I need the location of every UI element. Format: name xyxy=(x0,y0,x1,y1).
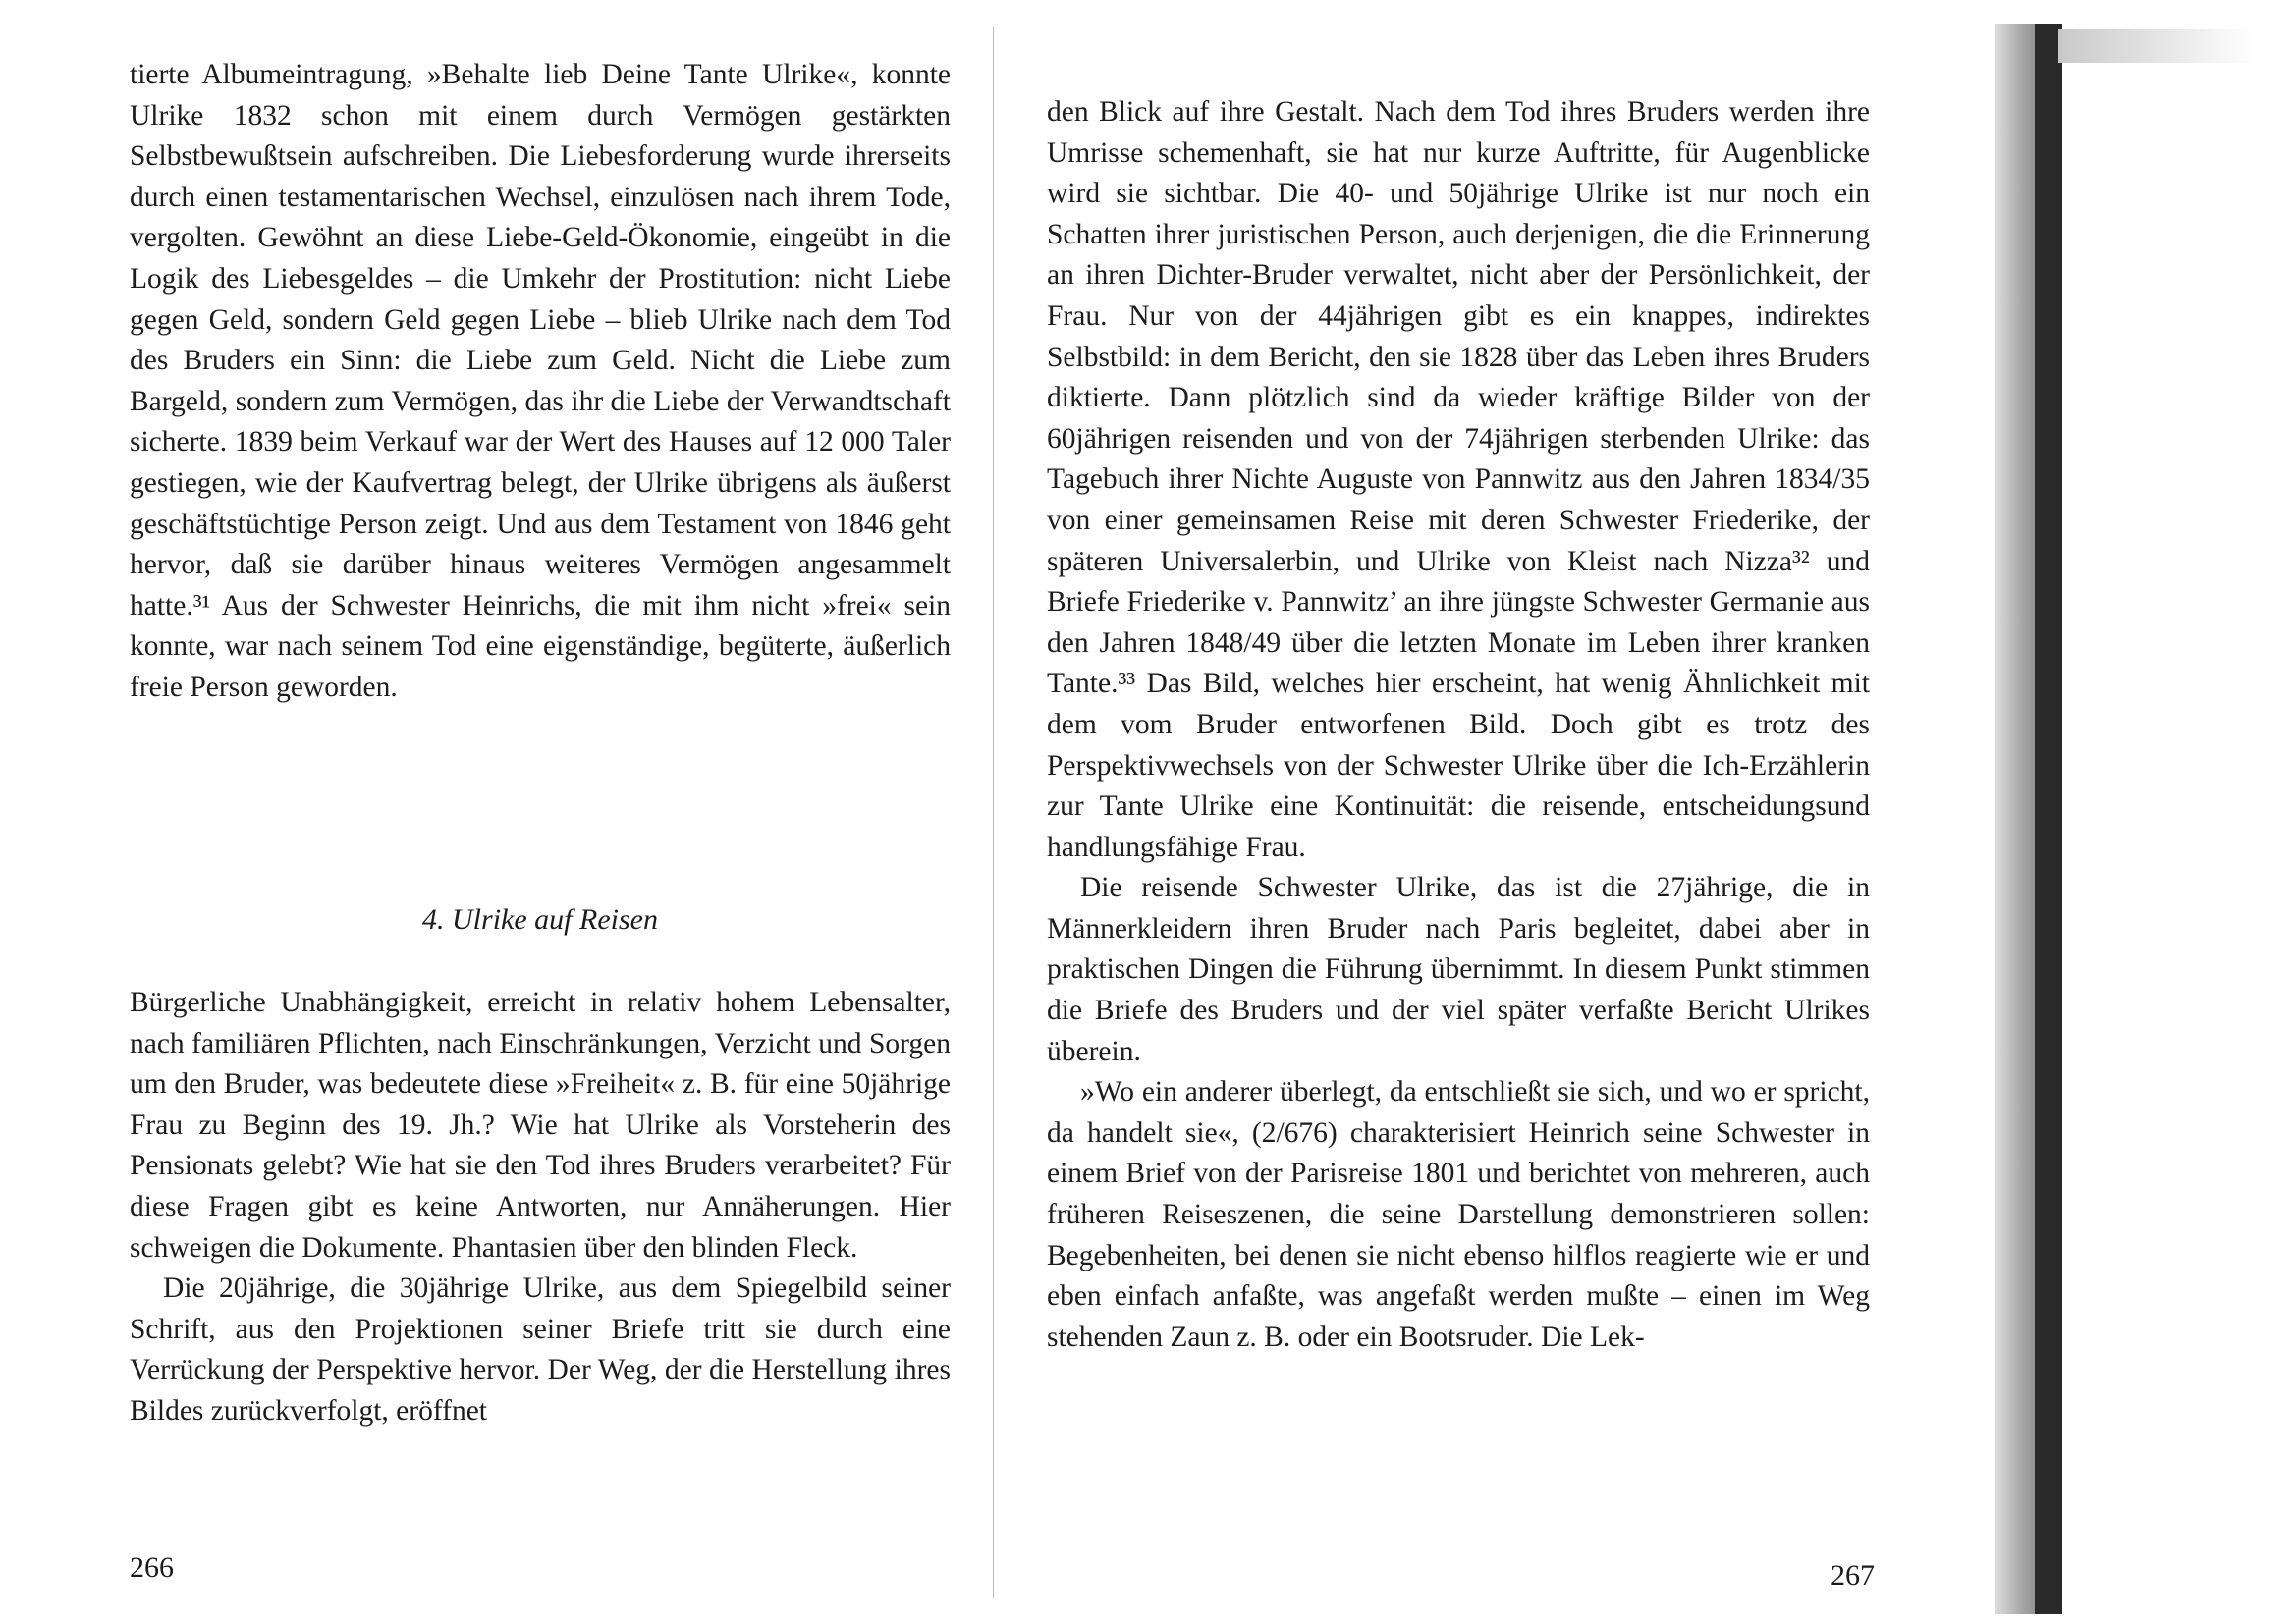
left-paragraph-1: tierte Albumeintragung, »Behalte lieb Deine Tante Ulrike«, konnte Ulrike 1832 schon mit einem durch Vermögen gestärkten Selbstbewußtsein aufschreiben. Die Liebesforderung wurde ihrerseits durch einen testamentarischen Wechsel, einzulösen nach ihrem Tode, vergolten. Gewöhnt an diese Liebe-Geld-Ökonomie, eingeübt in die Logik des Liebesgeldes – die Umkehr der Prostitution: nicht Liebe gegen Geld, sondern Geld gegen Liebe – blieb Ulrike nach dem Tod des Bruders ein Sinn: die Liebe zum Geld. Nicht die Liebe zum Bargeld, sondern zum Vermögen, das ihr die Liebe der Verwandtschaft sicherte. 1839 beim Verkauf war der Wert des Hauses auf 12 000 Taler gestiegen, wie der Kaufvertrag belegt, der Ulrike übrigens als äußerst geschäftstüchtige Person zeigt. Und aus dem Testament von 1846 geht hervor, daß sie darüber hinaus weiteres Vermögen angesammelt hatte.³¹ Aus der Schwester Heinrichs, die mit ihm nicht »frei« sein konnte, war nach seinem Tod eine eigenständige, begüterte, äußerlich freie Person geworden. xyxy=(130,59,951,703)
right-paragraph-1: den Blick auf ihre Gestalt. Nach dem Tod ihres Bruders werden ihre Umrisse schemenhaft, sie hat nur kurze Auftritte, für Augenblicke wird sie sichtbar. Die 40- und 50jährige Ulrike ist nur noch ein Schatten ihrer juristischen Person, auch derjenigen, die die Erinnerung an ihren Dichter-Bruder verwaltet, nicht aber der Persönlichkeit, der Frau. Nur von der 44jährigen gibt es ein knappes, indirektes Selbstbild: in dem Bericht, den sie 1828 über das Leben ihres Bruders diktierte. Dann plötzlich sind da wieder kräftige Bilder von der 60jährigen reisenden und von der 74jährigen sterbenden Ulrike: das Tagebuch ihrer Nichte Auguste von Pannwitz aus den Jahren 1834/35 von einer gemeinsamen Reise mit deren Schwester Friederike, der späteren Universalerbin, und Ulrike von Kleist nach Nizza³² und Briefe Friederike v. Pannwitz’ an ihre jüngste Schwester Germanie aus den Jahren 1848/49 über die letzten Monate im Leben ihrer kranken Tante.³³ Das Bild, welches hier erscheint, hat wenig Ähnlichkeit mit dem vom Bruder entworfenen Bild. Doch gibt es trotz des Perspektivwechsels von der Schwester Ulrike über die Ich-Erzählerin zur Tante Ulrike eine Kontinuität: die reisende, entscheidungsund handlungsfähige Frau. xyxy=(1047,96,1870,863)
right-paragraph-3: »Wo ein anderer überlegt, da entschließt sie sich, und wo er spricht, da handelt sie«, (2/676) charakterisiert Heinrich seine Schwester in einem Brief von der Parisreise 1801 und berichtet von mehreren, auch früheren Reiseszenen, die seine Darstellung demonstrieren sollen: Begebenheiten, bei denen sie nicht ebenso hilflos reagierte wie er und eben einfach anfaßte, was angefaßt werden mußte – einen im Weg stehenden Zaun z. B. oder ein Bootsruder. Die Lek- xyxy=(1047,1076,1870,1353)
scan-smudge xyxy=(2058,29,2255,63)
page-number-right: 267 xyxy=(1831,1559,1875,1592)
left-page-top-text xyxy=(130,55,951,709)
scanned-page-edge-shadow xyxy=(2035,24,2062,1614)
left-paragraph-2: Bürgerliche Unabhängigkeit, erreicht in relativ hohem Lebensalter, nach familiären Pflichten, nach Einschränkungen, Verzicht und Sorgen um den Bruder, was bedeutete diese »Freiheit« z. B. für eine 50jährige Frau zu Beginn des 19. Jh.? Wie hat Ulrike als Vorsteherin des Pensionats gelebt? Wie hat sie den Tod ihres Bruders verarbeitet? Für diese Fragen gibt es keine Antworten, nur Annäherungen. Hier schweigen die Dokumente. Phantasien über den blinden Fleck. xyxy=(130,987,951,1264)
left-paragraph-3: Die 20jährige, die 30jährige Ulrike, aus dem Spiegelbild seiner Schrift, aus den Projektionen seiner Briefe tritt sie durch eine Verrückung der Perspektive hervor. Der Weg, der die Herstellung ihres Bildes zurückverfolgt, eröffnet xyxy=(130,1272,951,1427)
section-heading: 4. Ulrike auf Reisen xyxy=(422,903,658,936)
left-page-section-text xyxy=(130,983,951,1433)
right-page-text xyxy=(1047,92,1870,1358)
right-paragraph-2: Die reisende Schwester Ulrike, das ist die 27jährige, die in Männerkleidern ihren Bruder nach Paris begleitet, dabei aber in praktischen Dingen die Führung übernimmt. In diesem Punkt stimmen die Briefe des Bruders und der viel später verfaßte Bericht Ulrikes überein. xyxy=(1047,872,1870,1067)
gutter-line xyxy=(993,27,994,1598)
page-number-left: 266 xyxy=(130,1551,174,1584)
